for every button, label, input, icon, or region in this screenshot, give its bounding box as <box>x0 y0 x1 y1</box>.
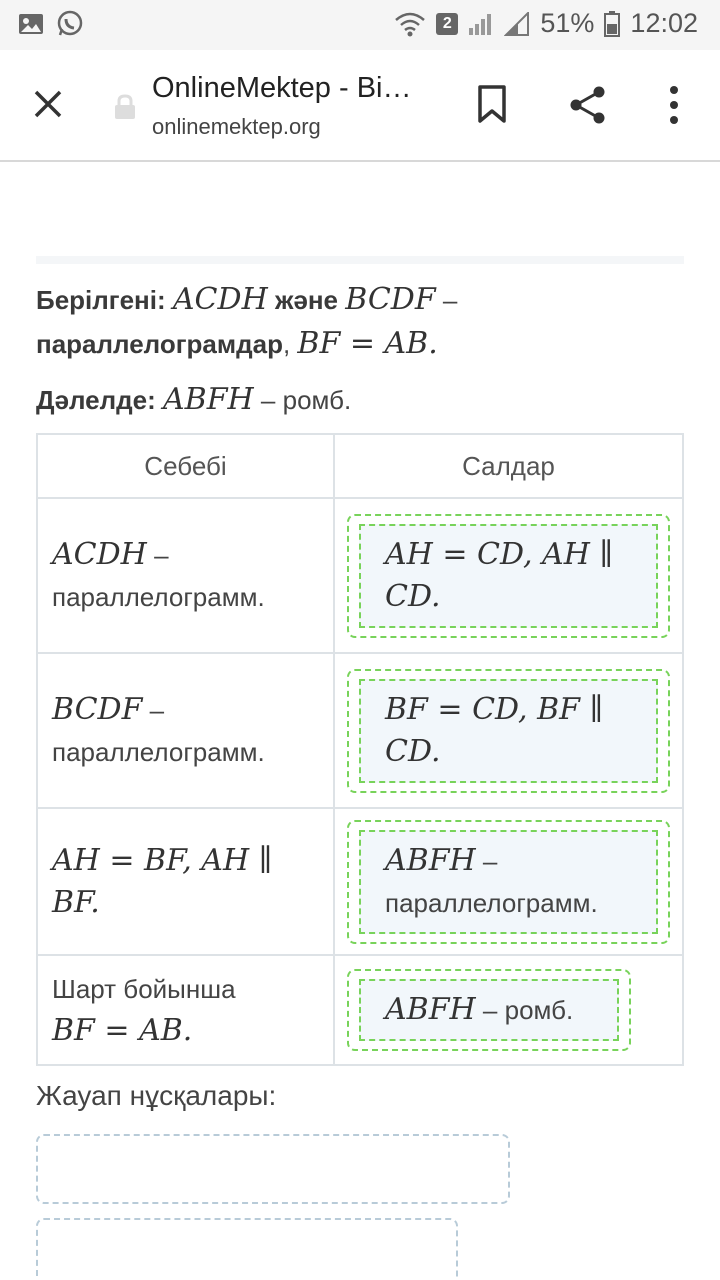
reason-math: AH = BF, AH ∥ BF. <box>52 842 273 920</box>
battery-percent: 51% <box>540 8 595 38</box>
result-math: BF = CD, BF ∥ CD. <box>385 691 604 769</box>
given-math-bf-ab: BF = AB. <box>297 326 438 361</box>
page-title: OnlineMektep - Bi… <box>152 72 412 104</box>
result-text: – ромб. <box>475 995 574 1025</box>
answer-card[interactable] <box>359 679 658 783</box>
page-url: onlinemektep.org <box>152 114 321 139</box>
header-result: Салдар <box>334 434 683 498</box>
given-statement <box>36 278 696 366</box>
prove-text: – ромб. <box>253 385 352 415</box>
given-math-acdh: ACDH <box>172 282 268 317</box>
reason-text: – параллелограмм. <box>52 694 265 767</box>
section-divider <box>36 256 684 264</box>
given-parallelograms: параллелограмдар <box>36 329 283 359</box>
answer-option-slot[interactable] <box>36 1218 458 1280</box>
status-bar <box>0 0 720 50</box>
header-reason: Себебі <box>37 434 334 498</box>
more-options-icon[interactable] <box>664 84 684 126</box>
gallery-icon <box>18 12 44 36</box>
prove-statement <box>36 378 351 422</box>
wifi-icon <box>394 11 426 37</box>
reason-math: BCDF <box>52 691 143 727</box>
reason-cell <box>37 808 334 955</box>
given-dash: – <box>435 285 458 315</box>
given-comma: , <box>282 329 298 359</box>
answer-drop-zone[interactable] <box>347 514 670 638</box>
result-cell <box>334 955 683 1065</box>
result-math: ABFH <box>385 992 476 1027</box>
table-row <box>37 653 683 808</box>
prove-label: Дәлелде: <box>36 385 156 415</box>
prove-math: ABFH <box>163 382 254 417</box>
reason-cell <box>37 955 334 1065</box>
table-header-row <box>37 434 683 498</box>
given-math-bcdf: BCDF <box>345 282 436 317</box>
close-icon[interactable] <box>28 84 68 124</box>
share-icon[interactable] <box>568 84 608 126</box>
reason-text: – параллелограмм. <box>52 539 265 612</box>
reason-cell <box>37 653 334 808</box>
table-row <box>37 808 683 955</box>
result-math: AH = CD, AH ∥ CD. <box>385 536 614 614</box>
answer-card[interactable] <box>359 979 619 1041</box>
result-cell <box>334 653 683 808</box>
reason-text: Шарт бойынша <box>52 974 236 1004</box>
clock: 12:02 <box>630 8 698 38</box>
result-cell <box>334 498 683 653</box>
result-text: – параллелограмм. <box>385 845 598 918</box>
lock-icon <box>114 94 136 120</box>
answer-options-label: Жауап нұсқалары: <box>36 1080 277 1111</box>
answer-drop-zone[interactable] <box>347 820 670 944</box>
result-math: ABFH <box>385 842 476 878</box>
answer-drop-zone[interactable] <box>347 669 670 793</box>
given-label: Берілгені: <box>36 285 166 315</box>
reason-math: ACDH <box>52 536 147 572</box>
given-and: және <box>267 285 346 315</box>
reason-math: BF = AB. <box>52 1013 193 1048</box>
answer-card[interactable] <box>359 830 658 934</box>
answer-option-slot[interactable] <box>36 1134 510 1204</box>
signal-icon-2 <box>504 12 530 36</box>
answer-card[interactable] <box>359 524 658 628</box>
proof-table <box>36 433 684 1066</box>
reason-cell <box>37 498 334 653</box>
browser-toolbar <box>0 50 720 162</box>
sim-badge: 2 <box>436 13 458 35</box>
battery-icon <box>604 11 620 37</box>
result-cell <box>334 808 683 955</box>
whatsapp-icon <box>56 10 84 38</box>
table-row <box>37 955 683 1065</box>
table-row <box>37 498 683 653</box>
answer-drop-zone[interactable] <box>347 969 631 1051</box>
signal-icon <box>468 12 494 36</box>
bookmark-icon[interactable] <box>474 84 510 124</box>
